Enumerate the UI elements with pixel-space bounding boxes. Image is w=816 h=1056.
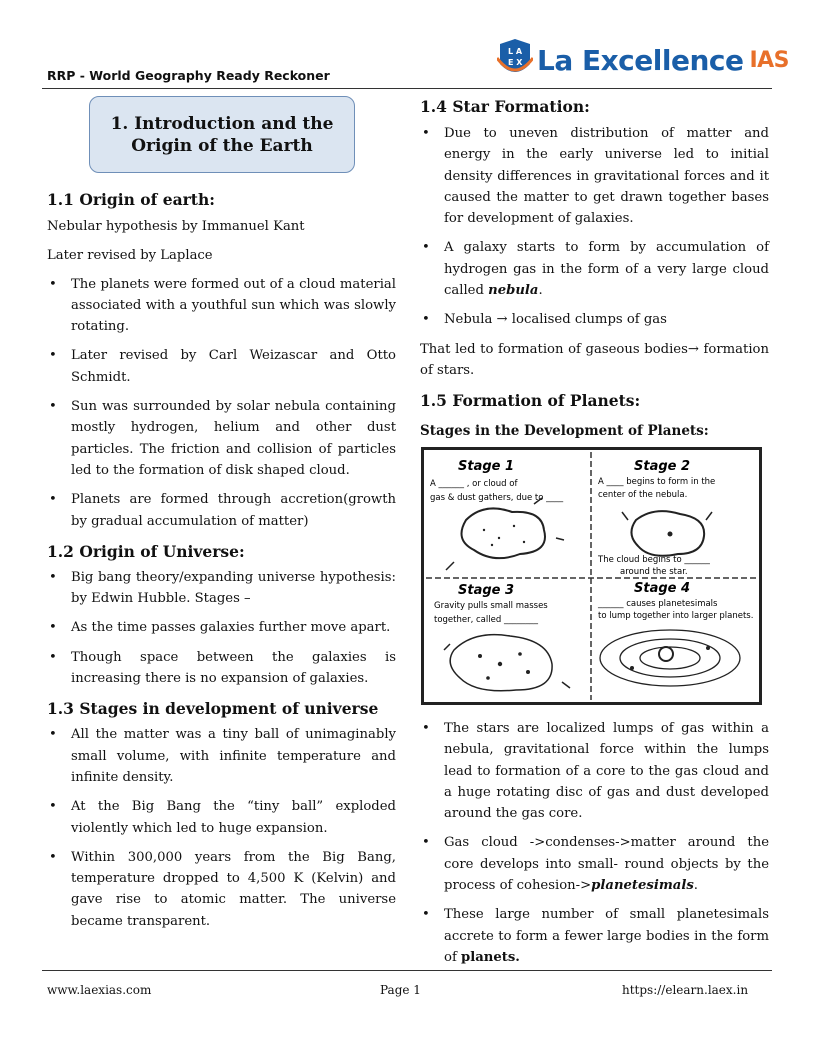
list-item: • All the matter was a tiny ball of unimaginably small volume, with infinite temperature and infinite density.: [47, 724, 396, 788]
list-item: • Within 300,000 years from the Big Bang, temperature dropped to 4,500 K (Kelvin) and gave rise to atomic matter. The universe became transparent.: [47, 847, 396, 932]
footer-elearn-link[interactable]: https://elearn.laex.in: [622, 983, 749, 997]
chapter-title-line1: 1. Introduction and the: [110, 113, 334, 134]
planet-stages-figure: [421, 447, 762, 705]
chapter-title-line2: Origin of the Earth: [131, 135, 313, 156]
sun-icon: [659, 647, 673, 661]
list-item: • Later revised by Carl Weizascar and Otto Schmidt.: [47, 345, 396, 388]
list-item: • Big bang theory/expanding universe hypothesis: by Edwin Hubble. Stages –: [47, 567, 396, 610]
logo-text: La Excellence: [537, 43, 744, 77]
list-item: • As the time passes galaxies further move apart.: [47, 617, 396, 638]
list-item: • Though space between the galaxies is increasing there is no expansion of galaxies.: [47, 647, 396, 690]
stage1-text: gas & dust gathers, due to ____: [430, 493, 564, 503]
bullet-list: [420, 123, 769, 331]
term-planets: planets.: [461, 949, 520, 965]
page-number: Page 1: [380, 983, 421, 997]
stage2-text: center of the nebula.: [598, 490, 688, 500]
svg-text:L A: L A: [508, 47, 523, 56]
term-planetesimals: planetesimals: [591, 878, 694, 894]
star-core-icon: [668, 532, 673, 537]
document-title: RRP - World Geography Ready Reckoner: [47, 68, 330, 83]
footer-website-link[interactable]: www.laexias.com: [47, 983, 152, 997]
arrow-icon: [622, 512, 712, 520]
list-item: • The planets were formed out of a cloud material associated with a youthful sun which was slowly rotating.: [47, 274, 396, 338]
chapter-title-box: [89, 96, 355, 173]
nebula-cloud-icon: [462, 508, 546, 558]
list-item: [420, 832, 769, 896]
text-run: .: [693, 878, 698, 894]
text-run: .: [538, 283, 543, 299]
stage3-text: Gravity pulls small masses: [434, 601, 548, 611]
stage1-title: Stage 1: [458, 459, 515, 474]
logo-suffix: IAS: [749, 47, 790, 73]
dust-particles-icon: [483, 525, 525, 546]
right-column: [420, 96, 769, 441]
stage2-text: around the star.: [620, 567, 688, 577]
list-item: • Nebula → localised clumps of gas: [420, 309, 769, 330]
svg-text:E X: E X: [508, 58, 523, 67]
stage1-text: A ______ , or cloud of: [430, 479, 518, 489]
section-heading-1-2: 1.2 Origin of Universe:: [47, 541, 245, 561]
text-run: A galaxy starts to form by accumulation of hydrogen gas in the form of a very large cloud called: [444, 240, 769, 299]
planetesimals-icon: [478, 652, 530, 680]
stage4-text: to lump together into larger planets.: [598, 611, 754, 621]
paragraph: Nebular hypothesis by Immanuel Kant: [47, 219, 305, 234]
bullet-list: [47, 724, 396, 932]
list-item: • The stars are localized lumps of gas within a nebula, gravitational force within the lumps lead to formation of a core to the gas cloud and a huge rotating disc of gas and dust developed around the gas core.: [420, 718, 769, 824]
section-heading-1-1: 1.1 Origin of earth:: [47, 190, 215, 209]
brand-logo: [497, 38, 789, 82]
planet-stages-sketch: [424, 450, 759, 702]
logo-badge-icon: [497, 38, 533, 82]
list-item: [420, 904, 769, 968]
left-column: [47, 189, 396, 932]
footer-rule: [42, 970, 772, 971]
text-run: These large number of small planetesimals accrete to form a fewer large bodies in the form of: [444, 907, 769, 965]
list-item: [420, 237, 769, 301]
arrow-icon: [446, 498, 564, 570]
list-item: • Planets are formed through accretion(growth by gradual accumulation of matter): [47, 489, 396, 532]
stage2-title: Stage 2: [634, 459, 691, 474]
figure-caption: Stages in the Development of Planets:: [420, 423, 709, 440]
stage3-text: together, called ________: [434, 615, 538, 625]
stage2-text: The cloud begins to ______: [598, 555, 710, 565]
bullet-list: [420, 718, 769, 968]
stage4-title: Stage 4: [634, 581, 691, 596]
planet-icon: [706, 646, 710, 650]
bullet-list: [47, 567, 396, 689]
list-item: • At the Big Bang the “tiny ball” exploded violently which led to huge expansion.: [47, 796, 396, 839]
right-column-lower: [420, 718, 769, 968]
text-run: Gas cloud ->condenses->matter around the core develops into small- round objects by the process of cohesion->: [444, 835, 769, 894]
list-item: • Due to uneven distribution of matter and energy in the early universe led to initial density differences in gravitational forces and it caused the matter to get drawn together bases for development of galaxies.: [420, 123, 769, 229]
stage3-title: Stage 3: [458, 583, 515, 598]
paragraph: That led to formation of gaseous bodies→ formation of stars.: [420, 341, 769, 378]
paragraph: Later revised by Laplace: [47, 248, 213, 264]
header-rule: [42, 88, 772, 89]
list-item: • Sun was surrounded by solar nebula containing mostly hydrogen, helium and other dust particles. The friction and collision of particles led to the formation of disk shaped cloud.: [47, 396, 396, 481]
bullet-list: [47, 274, 396, 532]
section-heading-1-4: 1.4 Star Formation:: [420, 97, 590, 116]
planet-icon: [630, 666, 634, 670]
section-heading-1-5: 1.5 Formation of Planets:: [420, 391, 641, 411]
stage4-text: ______ causes planetesimals: [598, 599, 718, 609]
stage2-text: A ____ begins to form in the: [598, 477, 716, 487]
section-heading-1-3: 1.3 Stages in development of universe: [47, 699, 379, 719]
term-nebula: nebula: [488, 283, 539, 299]
